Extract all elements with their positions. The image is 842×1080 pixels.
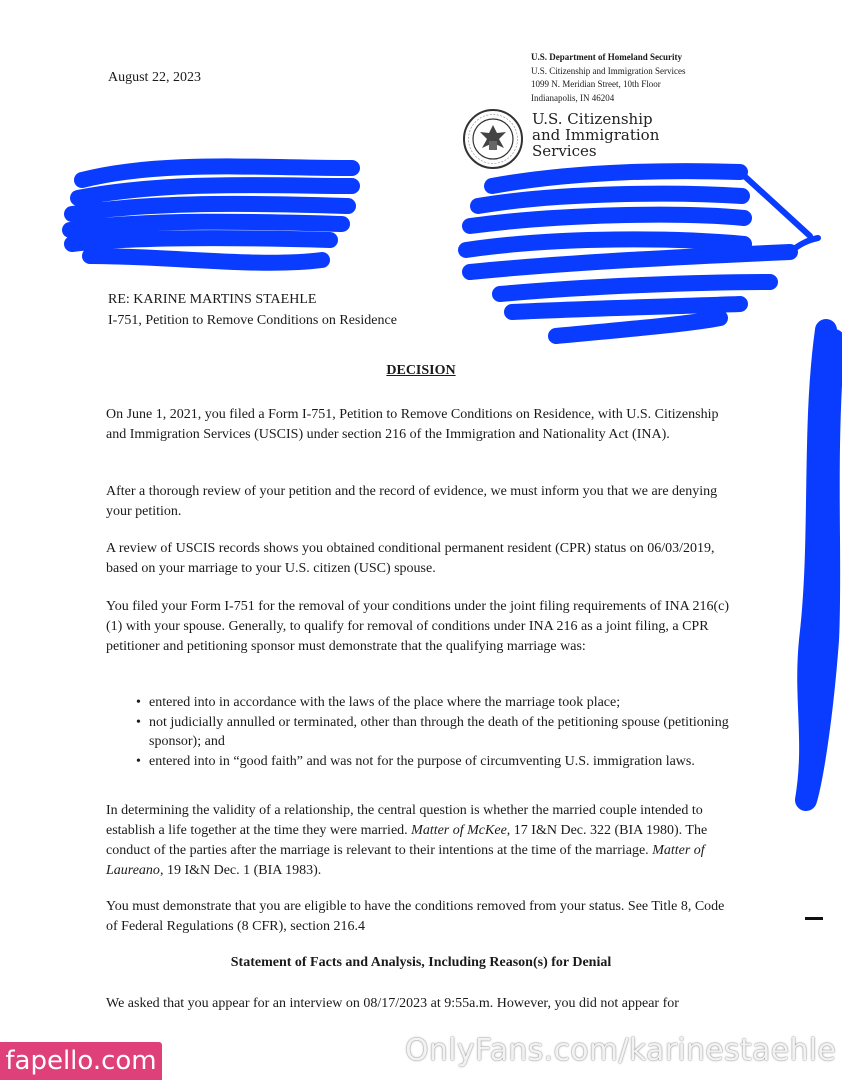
validity-text-c: , 19 I&N Dec. 1 (BIA 1983). xyxy=(159,863,322,878)
dhs-seal-icon xyxy=(462,108,524,170)
watermark-left: fapello.com xyxy=(0,1042,162,1080)
citation-mckee: Matter of McKee xyxy=(411,823,507,838)
redaction-margin xyxy=(806,330,834,800)
agency-logo-line3: Services xyxy=(532,142,597,160)
validity-text-a: In determining the validity of a relationship, the central question is whether the married couple intended to establish a life together at the time they were married. xyxy=(106,803,703,838)
agency-address-line2: Indianapolis, IN 46204 xyxy=(531,92,615,103)
margin-dash xyxy=(805,917,823,920)
form-line: I-751, Petition to Remove Conditions on Residence xyxy=(108,313,397,328)
redaction-left xyxy=(70,166,352,262)
redaction-right xyxy=(466,171,790,336)
paragraph-denial: After a thorough review of your petition and the record of evidence, we must inform you that we are denying your petition. xyxy=(106,484,718,519)
decision-title: DECISION xyxy=(386,363,456,378)
list-item: • not judicially annulled or terminated, other than through the death of the petitioning spouse (petitioning sponsor); and xyxy=(136,713,736,752)
letter-date: August 22, 2023 xyxy=(108,70,201,85)
re-block xyxy=(108,289,397,331)
paragraph-validity xyxy=(106,801,731,881)
list-item: • entered into in “good faith” and was not for the purpose of circumventing U.S. immigration laws. xyxy=(136,752,736,772)
agency-address-line1: 1099 N. Meridian Street, 10th Floor xyxy=(531,79,661,90)
paragraph-requirements: You filed your Form I-751 for the removal of your conditions under the joint filing requirements of INA 216(c)(1) with your spouse. Generally, to qualify for removal of conditions under INA 216 as a joint filing, a CPR petitioner and petitioning sponsor must demonstrate that the qualifying marriage was: xyxy=(106,599,730,654)
watermark-right: OnlyFans.com/karinestaehle xyxy=(405,1033,837,1068)
agency-logo-text xyxy=(532,111,659,159)
citation-laureano: Matter of Laureano xyxy=(106,843,705,878)
agency-department: U.S. Department of Homeland Security xyxy=(531,52,682,62)
facts-heading: Statement of Facts and Analysis, Including Reason(s) for Denial xyxy=(230,955,612,970)
paragraph-filing: On June 1, 2021, you filed a Form I-751, Petition to Remove Conditions on Residence, with U.S. Citizenship and Immigration Services (USCIS) under section 216 of the Immigration and Nationality Act (INA). xyxy=(106,407,719,442)
paragraph-interview: We asked that you appear for an interview on 08/17/2023 at 9:55a.m. However, you did not appear for xyxy=(106,996,679,1011)
requirements-list xyxy=(136,693,736,771)
paragraph-eligibility: You must demonstrate that you are eligible to have the conditions removed from your status. See Title 8, Code of Federal Regulations (8 CFR), section 216.4 xyxy=(106,899,725,934)
validity-text-b: , 17 I&N Dec. 322 (BIA 1980). The conduct of the parties after the marriage is relevant to their intentions at the time of the marriage. xyxy=(106,823,708,858)
agency-sub: U.S. Citizenship and Immigration Services xyxy=(531,65,686,76)
paragraph-records: A review of USCIS records shows you obtained conditional permanent resident (CPR) status on 06/03/2019, based on your marriage to your U.S. citizen (USC) spouse. xyxy=(106,541,715,576)
list-item: • entered into in accordance with the laws of the place where the marriage took place; xyxy=(136,693,736,713)
re-line: RE: KARINE MARTINS STAEHLE xyxy=(108,292,317,307)
agency-logo-line2: and Immigration xyxy=(532,126,660,144)
agency-address-block xyxy=(531,51,685,105)
agency-logo-line1: U.S. Citizenship xyxy=(532,110,653,128)
